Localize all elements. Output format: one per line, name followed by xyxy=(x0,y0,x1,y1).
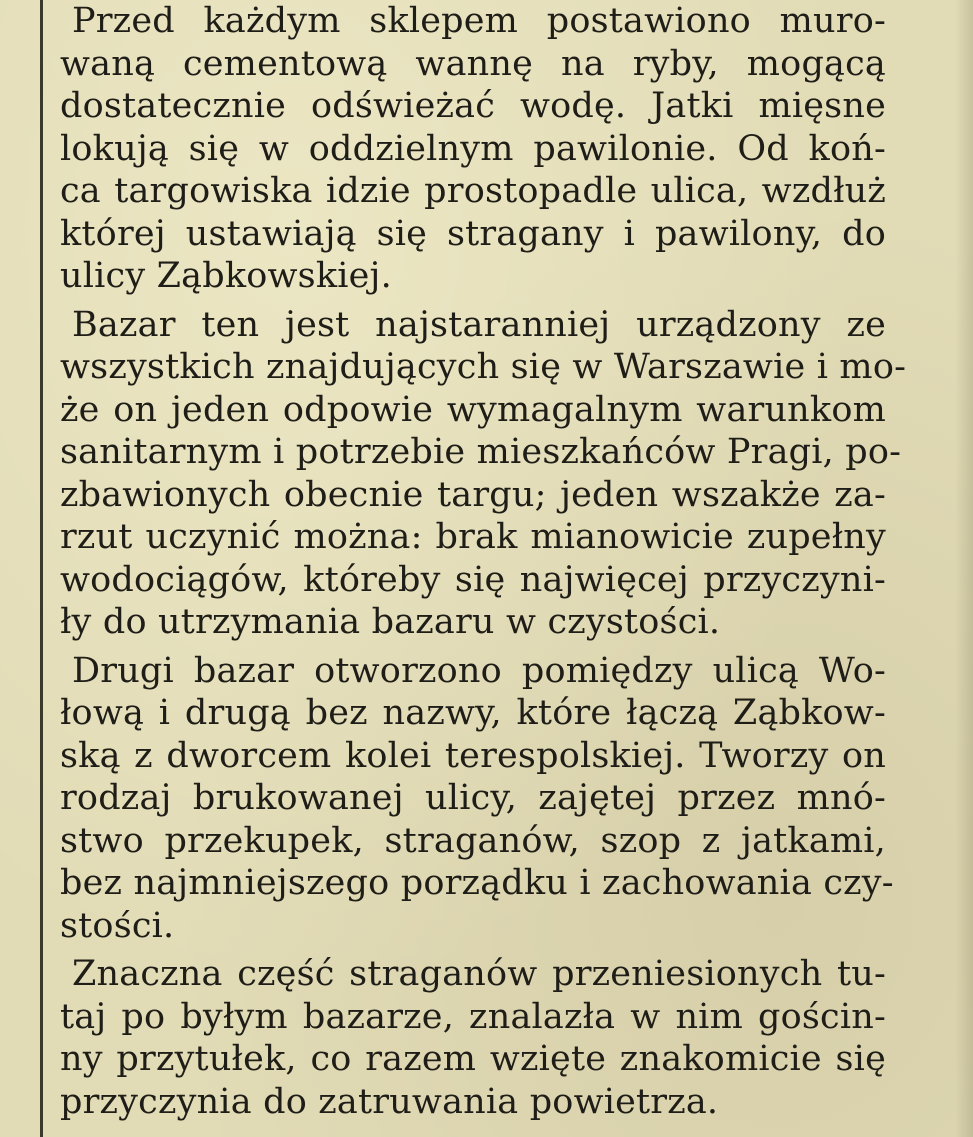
paragraph-1 xyxy=(60,0,886,298)
paragraph-3 xyxy=(60,650,894,948)
text-line: waną cementową wannę na ryby, mogącą xyxy=(60,43,886,84)
text-line: ską z dworcem kolei terespolskiej. Tworzy on xyxy=(60,735,886,776)
text-line: rzut uczynić można: brak mianowicie zupełny xyxy=(60,517,886,557)
text-line: ny przytułek, co razem wzięte znakomicie się xyxy=(60,1039,886,1079)
text-line: Drugi bazar otworzono pomiędzy ulicą Wo- xyxy=(72,650,886,691)
text-line: stwo przekupek, straganów, szop z jatkami, xyxy=(60,820,886,861)
text-line: łową i drugą bez nazwy, które łączą Ząbkow- xyxy=(60,693,886,733)
text-line: Znaczna część straganów przeniesionych tu- xyxy=(72,954,886,994)
text-line: Bazar ten jest najstaranniej urządzony ze xyxy=(72,304,886,345)
text-line: bez najmniejszego porządku i zachowania czy- xyxy=(60,863,894,903)
text-line: dostatecznie odświeżać wodę. Jatki mięsne xyxy=(60,86,886,126)
text-line: ulicy Ząbkowskiej. xyxy=(60,256,392,296)
text-line: lokują się w oddzielnym pawilonie. Od koń- xyxy=(60,128,886,169)
text-line: stości. xyxy=(60,905,175,946)
text-line: sanitarnym i potrzebie mieszkańców Pragi, po- xyxy=(60,432,902,472)
text-line: wodociągów, któreby się najwięcej przyczyni- xyxy=(60,559,886,600)
article-column xyxy=(60,0,907,1123)
text-line: wszystkich znajdujących się w Warszawie i mo- xyxy=(60,347,907,387)
paragraph-2 xyxy=(60,304,907,644)
text-line: której ustawiają się stragany i pawilony, do xyxy=(60,213,886,254)
text-line: zbawionych obecnie targu; jeden wszakże za- xyxy=(60,474,886,515)
text-line: że on jeden odpowie wymagalnym warunkom xyxy=(60,389,886,430)
page-edge-shadow xyxy=(955,0,973,1137)
text-line: taj po byłym bazarze, znalazła w nim gościn- xyxy=(60,996,886,1037)
paragraph-4 xyxy=(60,953,886,1123)
text-line: przyczynia do zatruwania powietrza. xyxy=(60,1081,719,1122)
text-line: rodzaj brukowanej ulicy, zajętej przez mnó- xyxy=(60,778,886,818)
text-line: ły do utrzymania bazaru w czystości. xyxy=(60,602,721,642)
text-line: Przed każdym sklepem postawiono muro- xyxy=(72,1,886,41)
text-line: ca targowiska idzie prostopadle ulica, wzdłuż xyxy=(60,171,886,211)
column-rule xyxy=(40,0,43,1137)
